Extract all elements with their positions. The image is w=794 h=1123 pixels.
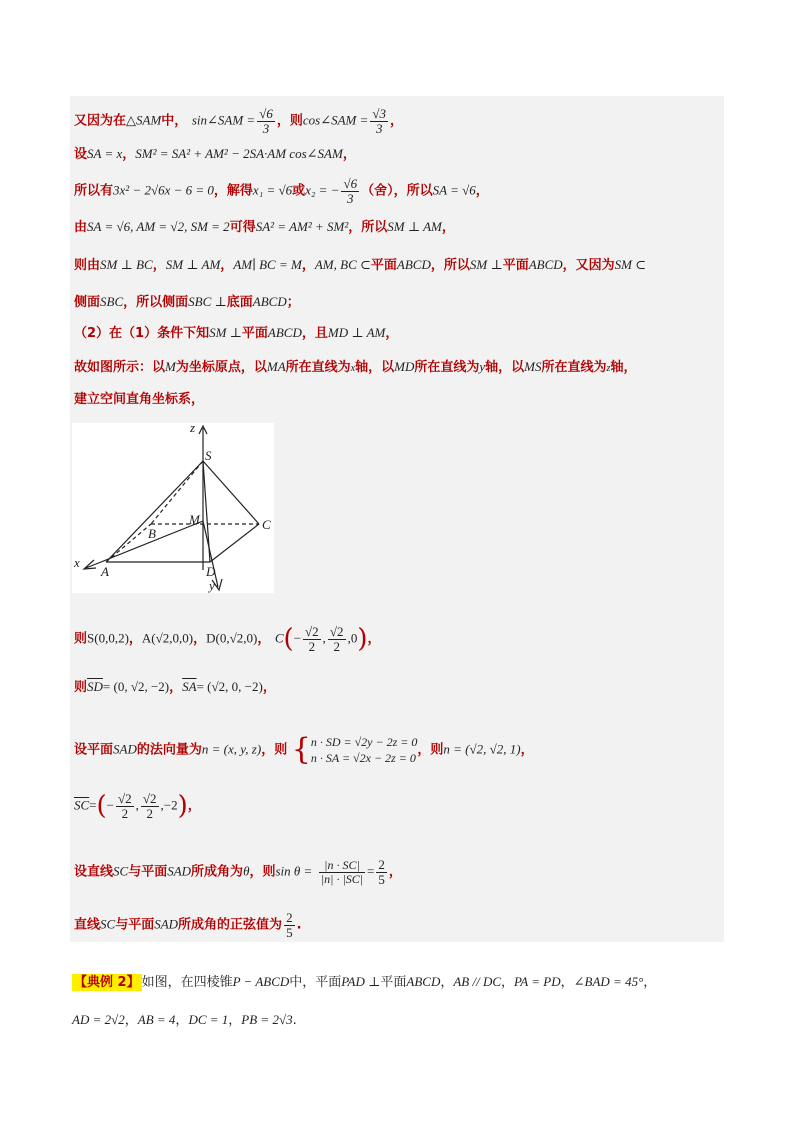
label-A: A: [101, 564, 109, 579]
line-4: 由SA = √6, AM = √2, SM = 2可得SA² = AM² + SM²，所以SM ⊥ AM，: [74, 219, 455, 235]
label-z: z: [190, 423, 196, 435]
edge-SD: [203, 461, 210, 562]
line-6: 侧面SBC，所以侧面SBC ⊥底面ABCD；: [74, 294, 300, 310]
line-11: 则$\overline{SD}= (0$, √2, −2)，$\overline{SA}= (√2$, 0, −2)，: [74, 679, 276, 695]
label-C: C: [262, 517, 271, 532]
line-3: 所以有3x² − 2√6x − 6 = 0，解得x₁ = √6或x₂ = − $\frac{√6}{3}$ （舍），所以SA = √6，: [74, 176, 489, 206]
fraction: $\frac{2}{5}$: [286, 910, 293, 940]
fraction: $\frac{√2}{2}$: [118, 791, 132, 821]
fraction: $\frac{√3}{3}$: [372, 106, 387, 136]
label-B: B: [148, 526, 156, 541]
fraction: $\frac{|n \cdot SC|}{|n| \cdot |SC|}$: [320, 858, 364, 886]
line-9: 建立空间直角坐标系，: [74, 392, 205, 407]
label-x: x: [74, 555, 80, 570]
line-5: 则由SM ⊥ BC，SM ⊥ AM，AM∣ BC = M，AM, BC ⊂平面ABCD，所以SM ⊥平面ABCD，又因为SM ⊂: [74, 257, 647, 273]
label-D: D: [206, 564, 216, 579]
fraction: $\frac{2}{5}$: [378, 857, 385, 887]
equation-system: n · SD = √2y − 2z = 0 n · SA = √2x − 2z = 0: [310, 735, 418, 766]
line-8: 故如图所示：以M为坐标原点，以MA所在直线为x轴，以MD所在直线为y轴，以MS所在直线为z轴，: [74, 359, 637, 375]
fraction: $\frac{√2}{2}$: [142, 791, 157, 821]
fraction: $\frac{√6}{3}$: [343, 176, 358, 206]
line-10: 则S(0,0,2)，A(√2,0,0)，D(0,√2,0)， C(− $\frac{√2}{2}$ , $\frac{√2}{2}$ ,0)，: [74, 624, 381, 655]
label-S: S: [205, 448, 212, 463]
fraction: $\frac{√2}{2}$: [329, 624, 344, 654]
pyramid-diagram: [72, 423, 274, 593]
example-label: 【典例 2】: [74, 975, 140, 990]
label-M: M: [189, 512, 200, 527]
line-7: （2）在（1）条件下知SM ⊥平面ABCD，且MD ⊥ AM，: [74, 325, 399, 341]
edge-DC: [210, 524, 259, 562]
line-12: 设平面SAD的法向量为n = (x, y, z)，则 { n · SD = √2y − 2z = 0 n · SA = √2x − 2z = 0 ，则n = (√2, √2, 1)，: [74, 732, 534, 768]
edge-SC: [203, 461, 259, 524]
line-15: 直线SC与平面SAD所成角的正弦值为 $\frac{2}{5}$ .: [74, 910, 302, 940]
example-2-line-1: 【典例 2】 如图，在四棱锥P − ABCD中，平面PAD ⊥平面ABCD，AB // DC，PA = PD，∠BAD = 45°，: [74, 974, 657, 990]
line-13: $\overline{SC}=(-$ $\frac{√2}{2}$ , $\frac{√2}{2}$ ,−2)，: [74, 791, 201, 822]
example-2-line-2: AD = 2√2，AB = 4，DC = 1，PB = 2√3.: [72, 1012, 297, 1028]
pyramid-figure: [72, 423, 274, 593]
line-14: 设直线SC与平面SAD所成角为θ，则sin θ = $\frac{|n \cdot SC|}{|n| \cdot |SC|}$ = $\frac{2}{5}$ ，: [74, 857, 402, 887]
line-2: 设SA = x，SM² = SA² + AM² − 2SA·AM cos∠SAM，: [74, 146, 356, 162]
x-axis: [86, 521, 203, 568]
fraction: $\frac{√6}{3}$: [259, 106, 273, 136]
edge-AB: [106, 524, 151, 562]
fraction: $\frac{√2}{2}$: [305, 624, 319, 654]
line-1: 又因为在△SAM中， sin∠SAM = $\frac{√6}{3}$ ，则cos∠SAM = $\frac{√3}{3}$ ，: [74, 106, 404, 136]
label-y: y: [209, 578, 215, 593]
